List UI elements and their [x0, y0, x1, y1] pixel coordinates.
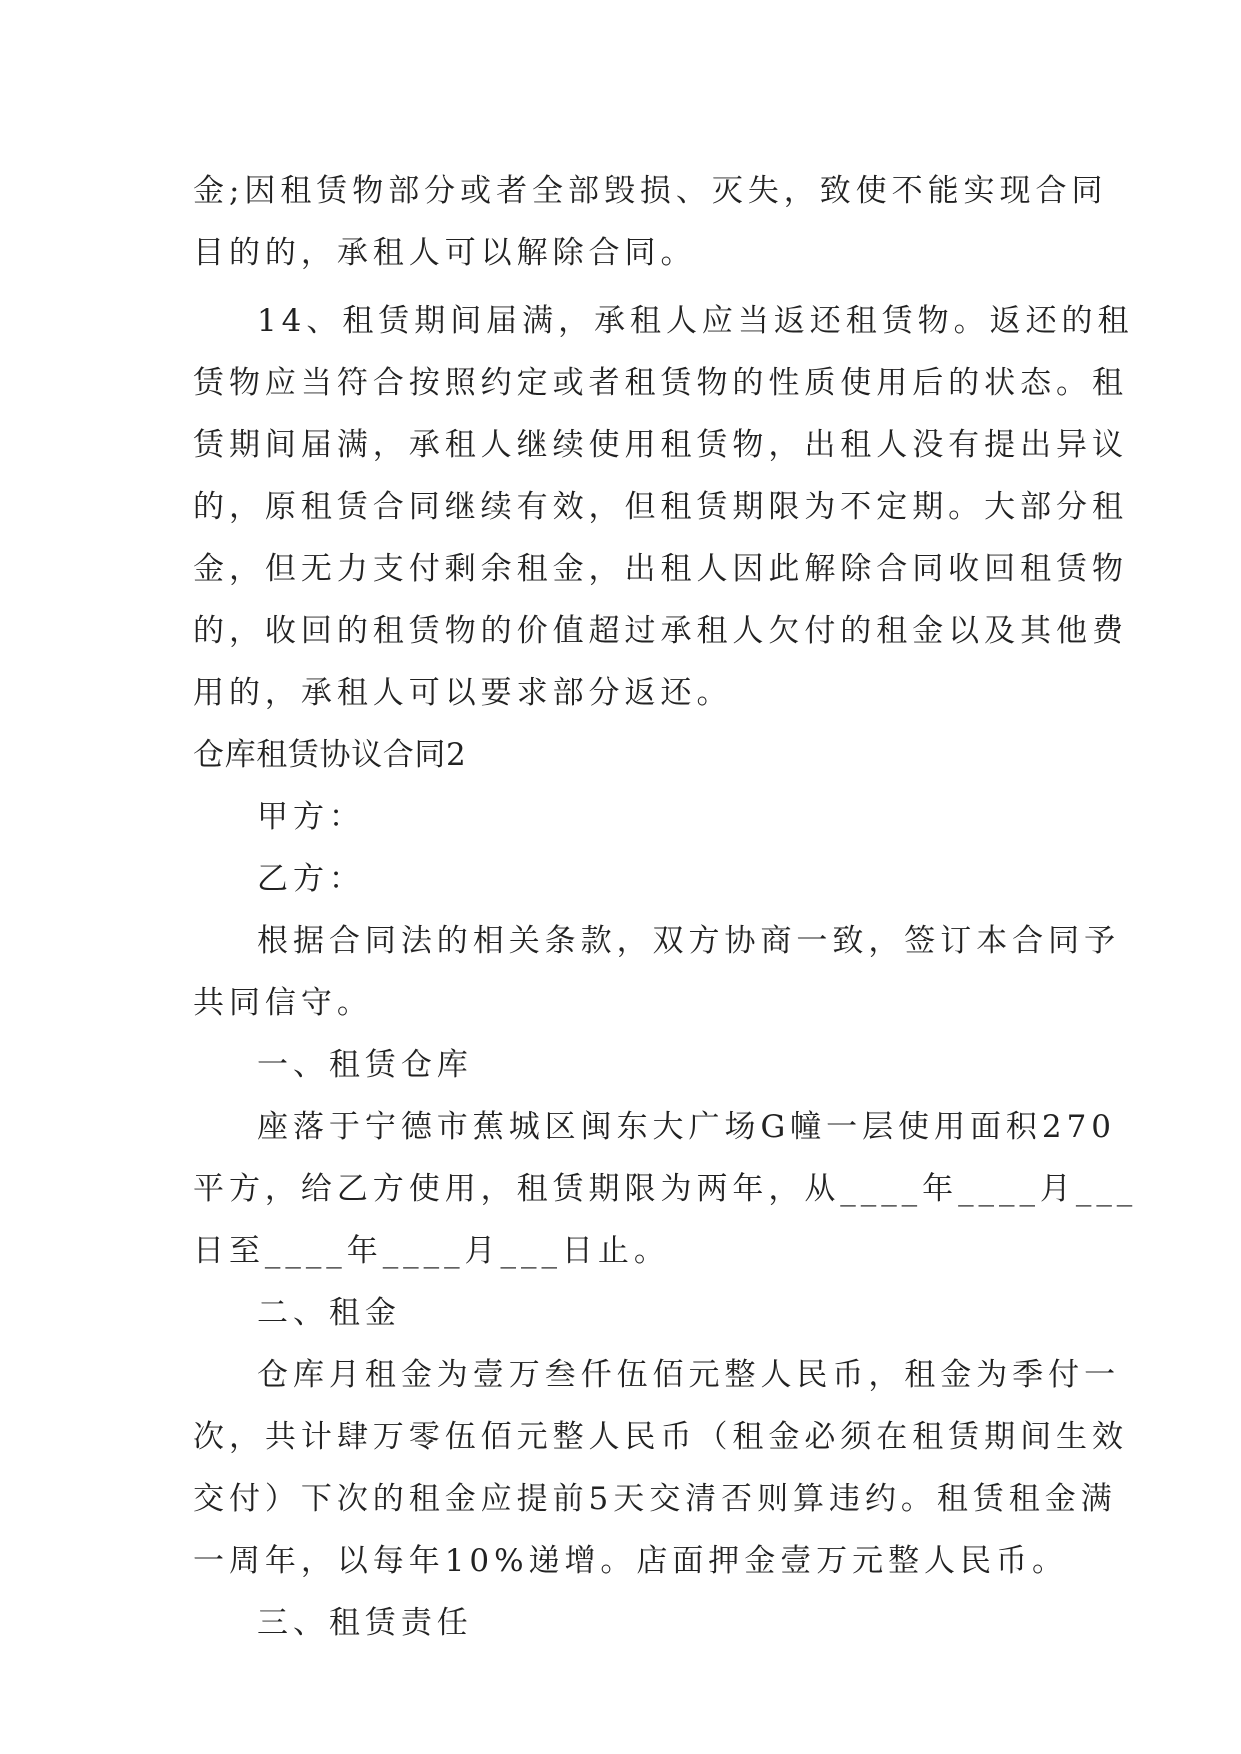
contract-title: 仓库租赁协议合同2 [193, 737, 467, 773]
paragraph-line: 目的的，承租人可以解除合同。 [193, 235, 697, 271]
intro-line: 共同信守。 [193, 985, 373, 1021]
section-2-line: 一周年，以每年10%递增。店面押金壹万元整人民币。 [193, 1543, 1068, 1579]
section-2-line: 次，共计肆万零伍佰元整人民币（租金必须在租赁期间生效 [193, 1419, 1128, 1455]
paragraph-line: 赁物应当符合按照约定或者租赁物的性质使用后的状态。租 [193, 365, 1128, 401]
section-1-line: 座落于宁德市蕉城区闽东大广场G幢一层使用面积270 [257, 1109, 1116, 1145]
paragraph-line: 的，原租赁合同继续有效，但租赁期限为不定期。大部分租 [193, 489, 1128, 525]
paragraph-line: 赁期间届满，承租人继续使用租赁物，出租人没有提出异议 [193, 427, 1128, 463]
section-2-line: 交付）下次的租金应提前5天交清否则算违约。租赁租金满 [193, 1481, 1117, 1517]
clause-14-line: 14、租赁期间届满，承租人应当返还租赁物。返还的租 [257, 303, 1134, 339]
section-1-line: 平方，给乙方使用，租赁期限为两年，从____年____月___ [193, 1171, 1138, 1207]
paragraph-line: 金，但无力支付剩余租金，出租人因此解除合同收回租赁物 [193, 551, 1128, 587]
paragraph-line: 用的，承租人可以要求部分返还。 [193, 675, 733, 711]
section-2-line: 仓库月租金为壹万叁仟伍佰元整人民币，租金为季付一 [257, 1357, 1121, 1393]
intro-line: 根据合同法的相关条款，双方协商一致，签订本合同予 [257, 923, 1121, 959]
paragraph-line: 的，收回的租赁物的价值超过承租人欠付的租金以及其他费 [193, 613, 1128, 649]
section-1-title: 一、租赁仓库 [257, 1047, 473, 1083]
section-2-title: 二、租金 [257, 1295, 401, 1331]
party-b-label: 乙方： [257, 861, 365, 897]
paragraph-line: 金;因租赁物部分或者全部毁损、灭失，致使不能实现合同 [193, 173, 1108, 209]
party-a-label: 甲方： [257, 799, 365, 835]
section-1-line: 日至____年____月___日止。 [193, 1233, 670, 1269]
section-3-title: 三、租赁责任 [257, 1605, 473, 1641]
document-body [193, 160, 1138, 1654]
